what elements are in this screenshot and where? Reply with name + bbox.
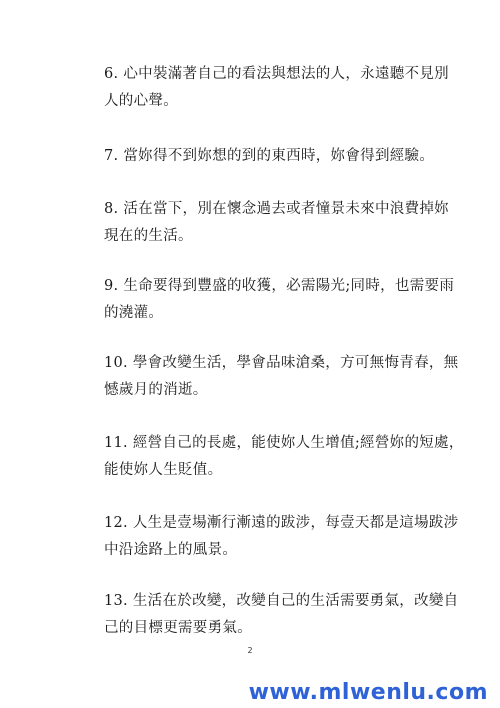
quote-line: 己的目標更需要勇氣。 — [104, 620, 252, 636]
quote-13 — [104, 588, 459, 642]
quote-8 — [104, 196, 449, 250]
quote-11 — [104, 430, 464, 484]
page-number: 2 — [247, 646, 253, 655]
quote-line: 9. 生命要得到豐盛的收獲，必需陽光;同時，也需要雨 — [104, 278, 455, 294]
quote-line: 13. 生活在於改變，改變自己的生活需要勇氣，改變自 — [104, 593, 459, 609]
quote-line: 10. 學會改變生活，學會品味滄桑，方可無悔青春，無 — [104, 355, 459, 371]
quote-line: 6. 心中裝滿著自己的看法與想法的人，永遠聽不見別 — [104, 66, 449, 82]
quote-10 — [104, 350, 459, 404]
quote-line: 中沿途路上的風景。 — [104, 542, 238, 558]
quote-12 — [104, 510, 459, 564]
quote-line: 能使妳人生貶值。 — [104, 462, 223, 478]
site-watermark: www.mlwenlu.com — [248, 680, 488, 705]
quote-7 — [104, 143, 434, 170]
quote-line: 憾歲月的消逝。 — [104, 382, 208, 398]
quote-6 — [104, 61, 449, 115]
quote-line: 12. 人生是壹場漸行漸遠的跋涉，每壹天都是這場跋涉 — [104, 515, 459, 531]
quote-line: 現在的生活。 — [104, 228, 193, 244]
quote-line: 人的心聲。 — [104, 93, 178, 109]
quote-line: 7. 當妳得不到妳想的到的東西時，妳會得到經驗。 — [104, 148, 435, 164]
quote-line: 的澆灌。 — [104, 305, 164, 321]
quote-9 — [104, 273, 455, 327]
quote-line: 11. 經營自己的長處，能使妳人生增值;經營妳的短處， — [104, 435, 464, 451]
quote-line: 8. 活在當下，別在懷念過去或者憧景未來中浪費掉妳 — [104, 201, 449, 217]
